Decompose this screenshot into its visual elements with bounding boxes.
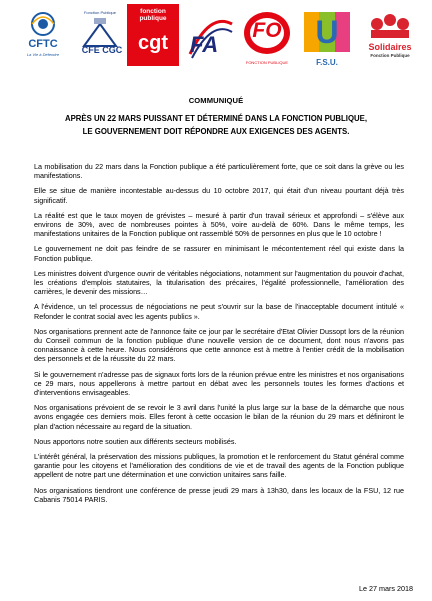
fa-name: FA [190,32,219,57]
paragraph: A l'évidence, un tel processus de négociations ne peut s'ouvrir sur la base de l'inacceptable document intitulé « Refonder le contrat social avec les agents publics ». [34,302,404,321]
solidaires-name: Solidaires [368,42,412,52]
paragraph: Nos organisations prennent acte de l'annonce faite ce jour par le secrétaire d'Etat Olivier Dussopt lors de la réunion du Conseil commun de la fonction publique d'une nouvelle version de ce document, dont nous n'avons pas connaissance à cette heure. Nous considérons que cette annonce est à mettre à l'entier crédit de la mobilisation des personnels et de la réussite du 22 mars. [34,326,404,364]
fsu-logo [302,8,352,67]
cftc-logo [20,10,66,62]
cgt-top-label: fonction publique [139,8,167,22]
fsu-name: F.S.U. [316,58,338,67]
fo-logo [242,10,292,65]
paragraph: Nos organisations tiendront une conférence de presse jeudi 29 mars à 13h30, dans les locaux de la FSU, 12 rue Cabanis 75014 PARIS. [34,485,404,504]
paragraph: Nous apportons notre soutien aux différents secteurs mobilisés. [34,436,237,446]
communique-label: COMMUNIQUÉ [188,96,244,105]
fo-sub-label: FONCTION PUBLIQUE [245,60,289,65]
solidaires-logo [363,12,417,58]
date-signature: Le 27 mars 2018 [359,584,413,593]
paragraph: L'intérêt général, la préservation des missions publiques, la promotion et le renforcement du Statut général comme garantie pour les citoyens et l'amélioration des conditions de vie et de travail des agents de la Fonction publique appellent de notre part une détermination et une conviction unitaires sans faille. [34,452,404,480]
cgt-logo [127,4,179,66]
communique-body [34,162,404,510]
paragraph: Si le gouvernement n'adresse pas de signaux forts lors de la réunion prévue entre les ministres et nos organisations ce 29 mars, nous appellerons à mettre partout en débat avec les personnels toutes les formes d'actions et d'interventions envisageables. [34,369,404,398]
fo-name: FO [252,19,282,42]
cgt-name: cgt [138,32,168,54]
paragraph: La mobilisation du 22 mars dans la Fonction publique a été particulièrement forte, que ce soit dans la grève ou les manifestations. [34,162,404,181]
solidaires-emblem-icon [363,12,417,42]
paragraph: Nos organisations prévoient de se revoir le 3 avril dans l'unité la plus large sur la base de la démarche que nous avons engagée ces derniers mois. Elles feront à cette occasion le bilan de la réunion du 29 mars et définiront le plan d'action nécessaire au regard de la situation. [34,403,404,431]
cfecgc-top-label: Fonction Publique [83,10,117,15]
cfecgc-name: CFE CGC [81,45,123,55]
paragraph: Les ministres doivent d'urgence ouvrir de véritables négociations, notamment sur l'augmentation du pouvoir d'achat, les créations d'emplois statutaires, la titularisation des précaires, l'égalité professionnelle, l'amélioration des carrières, le devenir des missions… [34,268,404,297]
paragraph: Elle se situe de manière incontestable au-dessus du 10 octobre 2017, qui était d'un niveau pourtant déjà très significatif. [34,186,404,205]
solidaires-sub-label: Fonction Publique [370,53,410,58]
cftc-tagline: La Vie à Défendre [26,52,60,57]
paragraph: La réalité est que le taux moyen de grévistes – mesuré à partir d'un travail sérieux et approfondi – s'élève aux environs de 30%, avec de nombreuses pointes à 50%, voire au-delà de 60%. Dans le même temps, les manifestations unitaires de la Fonction publique ont rassemblé 50% de personnes en plus que le 10 octobre ! [34,210,404,239]
union-logos [0,0,432,78]
paragraph: Le gouvernement ne doit pas feindre de se rassurer en minimisant le mécontentement réel qui existe dans la Fonction publique. [34,244,404,263]
title-line-1: APRÈS UN 22 MARS PUISSANT ET DÉTERMINÉ DANS LA FONCTION PUBLIQUE, [64,114,368,123]
cftc-name: CFTC [28,38,58,50]
fa-logo [186,14,234,60]
title-line-2: LE GOUVERNEMENT DOIT RÉPONDRE AUX EXIGENCES DES AGENTS. [82,127,350,136]
cfecgc-logo [80,10,123,60]
fsu-letter: U [315,14,339,50]
